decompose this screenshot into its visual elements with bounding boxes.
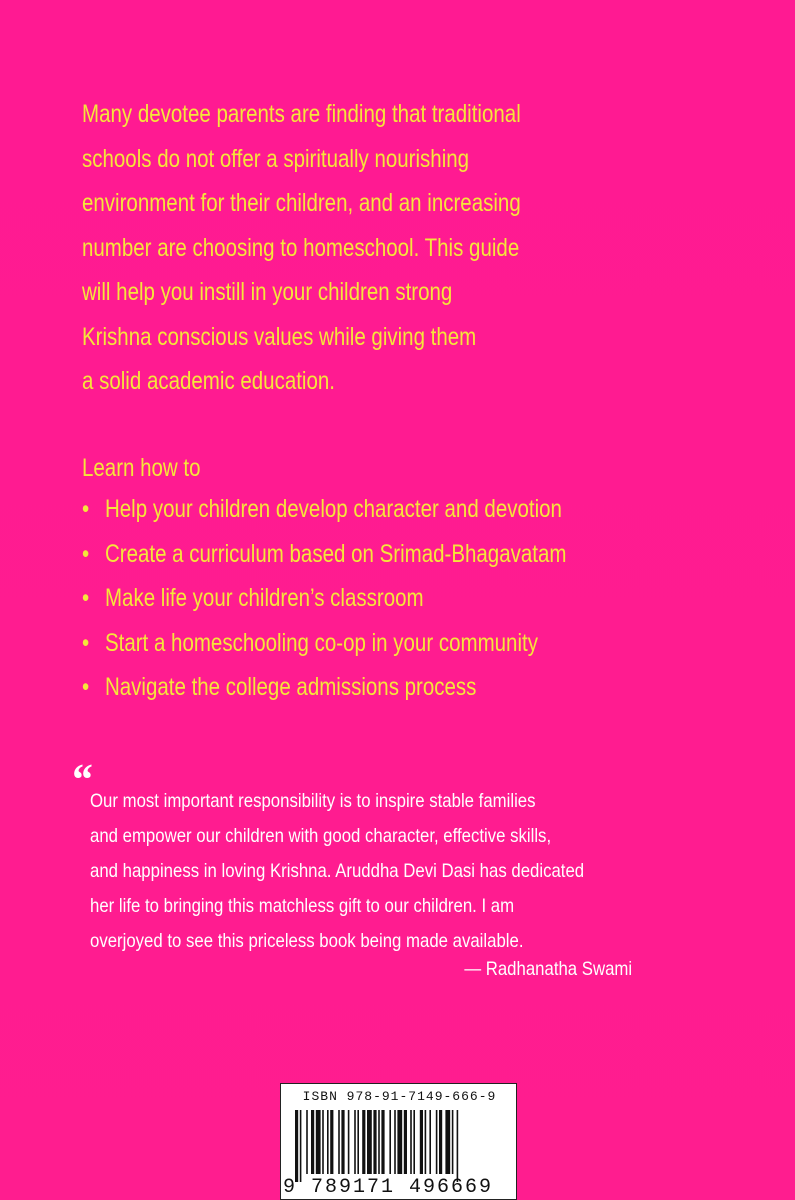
quote-line: her life to bringing this matchless gift to our children. I am [90, 895, 515, 917]
quote-line: and empower our children with good character, effective skills, [90, 825, 552, 847]
bullet-icon: • [82, 495, 90, 523]
blurb-line: a solid academic education. [82, 367, 335, 395]
list-item [82, 665, 566, 710]
isbn-label: ISBN 978-91-7149-666-9 [302, 1089, 497, 1104]
barcode-digits: 9 789171 496669 [283, 1176, 494, 1199]
quote-line: Our most important responsibility is to inspire stable families [90, 790, 536, 812]
list-item [82, 487, 566, 532]
quote-mark-icon: “ [70, 755, 92, 804]
bullet-text: Start a homeschooling co-op in your community [104, 628, 538, 657]
bullet-icon: • [82, 628, 90, 657]
bullet-icon: • [82, 584, 90, 612]
bullet-text: Create a curriculum based on Srimad-Bhagavatam [104, 539, 567, 568]
list-item [82, 576, 566, 621]
blurb-paragraph [82, 92, 705, 404]
list-item [82, 532, 566, 577]
isbn-barcode [280, 1083, 517, 1200]
bullet-icon: • [82, 673, 90, 701]
blurb-line: Krishna conscious values while giving them [82, 322, 477, 351]
blurb-line: number are choosing to homeschool. This guide [82, 233, 520, 262]
blurb-line: will help you instill in your children strong [82, 278, 453, 306]
bullet-text: Help your children develop character and devotion [104, 495, 562, 523]
blurb-line: environment for their children, and an increasing [82, 189, 521, 217]
quote-line: overjoyed to see this priceless book being made available. [90, 930, 524, 952]
blurb-line: Many devotee parents are finding that traditional [82, 100, 521, 128]
bullet-text: Make life your children’s classroom [104, 584, 424, 612]
bullet-text: Navigate the college admissions process [104, 673, 477, 701]
learn-how-heading: Learn how to [82, 454, 201, 482]
barcode-bars-icon [295, 1110, 505, 1182]
blurb-line: schools do not offer a spiritually nourishing [82, 144, 470, 173]
learn-bullet-list [82, 487, 566, 710]
quote-attribution: — Radhanatha Swami [464, 958, 632, 980]
list-item [82, 621, 566, 666]
quote-line: and happiness in loving Krishna. Aruddha Devi Dasi has dedicated [90, 860, 585, 882]
endorsement-quote [90, 784, 584, 959]
bullet-icon: • [82, 539, 90, 568]
